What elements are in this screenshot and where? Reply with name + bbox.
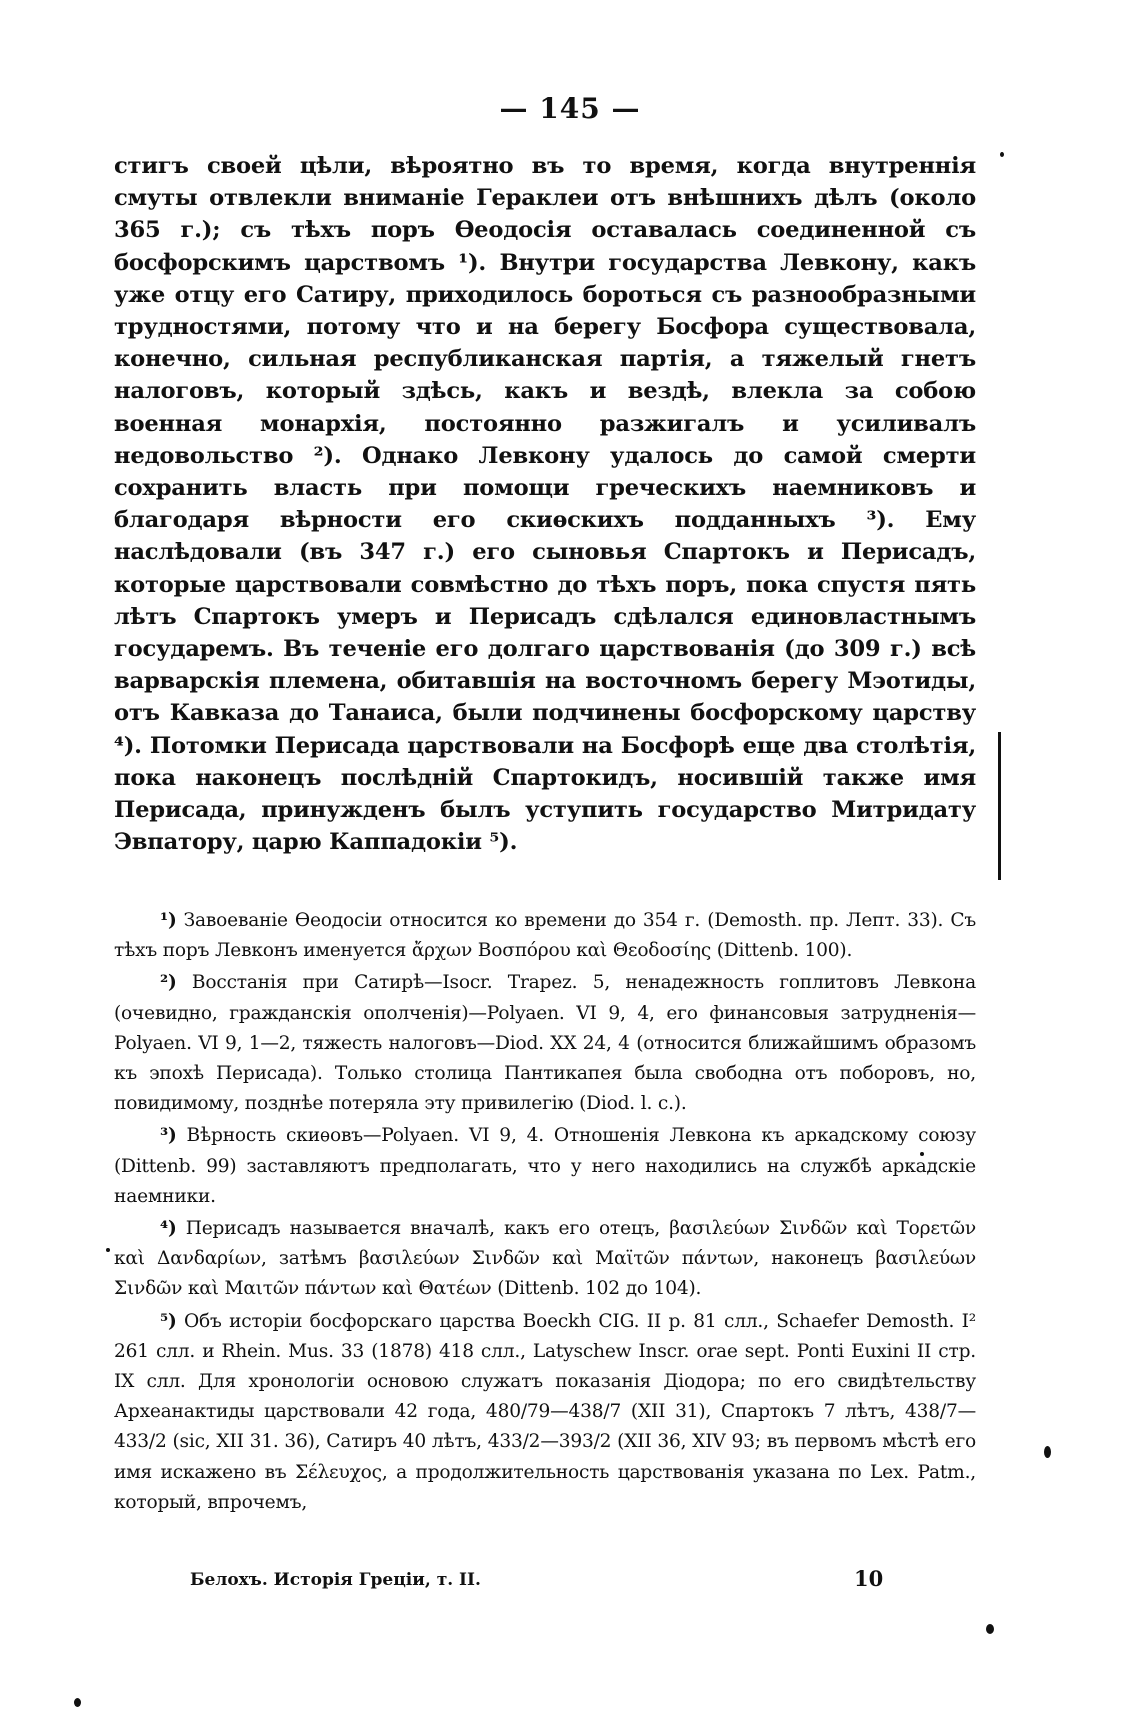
main-text-block (114, 150, 976, 858)
top-edge-artifact (180, 0, 960, 3)
footnote-text: Перисадъ называется вначалѣ, какъ его отецъ, βασιλεύων Σινδῶν καὶ Τορετῶν καὶ Δανδαρίων, затѣмъ βασιλεύων Σινδῶν καὶ Μαϊτῶν πάντων, наконецъ βασιλεύων Σινδῶν καὶ Μαιτῶν πάντων καὶ Θατέων (Dittenb. 102 до 104). (114, 1218, 976, 1300)
footnote-text: Завоеваніе Ѳеодосіи относится ко времени до 354 г. (Demosth. пр. Лепт. 33). Съ тѣхъ поръ Левконъ именуется ἄρχων Βοσπόρου καὶ Θεοδοσίης (Dittenb. 100). (114, 910, 976, 962)
page-number: — 145 — (499, 92, 641, 125)
footnote-text: Вѣрность скиѳовъ—Polyaen. VI 9, 4. Отношенія Левкона къ аркадскому союзу (Dittenb. 99) заставляютъ предполагать, что у него находились на службѣ аркадскіе наемники. (114, 1125, 976, 1207)
footnote-4 (114, 1214, 976, 1305)
ink-speck (106, 1248, 110, 1252)
ink-speck (920, 1152, 924, 1156)
footnotes-section (114, 906, 976, 1520)
margin-bar-mark (998, 732, 1001, 880)
footnote-mark: ²) (160, 972, 177, 994)
footnote-mark: ¹) (160, 910, 177, 931)
ink-speck (1000, 152, 1004, 157)
footnote-text: Объ исторіи босфорскаго царства Boeckh CIG. II p. 81 слл., Schaefer Demosth. I² 261 слл. и Rhein. Mus. 33 (1878) 418 слл., Latyschew Inscr. orae sept. Ponti Euxini II стр. IX слл. Для хронологіи основою служатъ показанія Діодора; по его свидѣтельству Археанактиды царствовали 42 года, 480/79—438/7 (XII 31), Спартокъ 7 лѣтъ, 438/7—433/2 (sic, XII 31. 36), Сатиръ 40 лѣтъ, 433/2—393/2 (XII 36, XIV 93; въ первомъ мѣстѣ его имя искажено въ Σέλευχος, а продолжительность царствованія указана по Lex. Patm., который, впрочемъ, (114, 1310, 976, 1513)
ink-speck (74, 1698, 81, 1707)
main-paragraph: стигъ своей цѣли, вѣроятно въ то время, когда внутреннія смуты отвлекли вниманіе Гераклеи отъ внѣшнихъ дѣлъ (около 365 г.); съ тѣхъ поръ Ѳеодосія оставалась соединенной съ босфорскимъ царствомъ ¹). Внутри государства Левкону, какъ уже отцу его Сатиру, приходилось бороться съ разнообразными трудностями, потому что и на берегу Босфора существовала, конечно, сильная республиканская партія, а тяжелый гнетъ налоговъ, который здѣсь, какъ и вездѣ, влекла за собою военная монархія, постоянно разжигалъ и усиливалъ недовольство ²). Однако Левкону удалось до самой смерти сохранить власть при помощи греческихъ наемниковъ и благодаря вѣрности его скиѳскихъ подданныхъ ³). Ему наслѣдовали (въ 347 г.) его сыновья Спартокъ и Перисадъ, которые царствовали совмѣстно до тѣхъ поръ, пока спустя пять лѣтъ Спартокъ умеръ и Перисадъ сдѣлался единовластнымъ государемъ. Въ теченіе его долгаго царствованія (до 309 г.) всѣ варварскія племена, обитавшія на восточномъ берегу Мэотиды, отъ Кавказа до Танаиса, были подчинены босфорскому царству ⁴). Потомки Перисада царствовали на Босфорѣ еще два столѣтія, пока наконецъ послѣдній Спартокидъ, носившій также имя Перисада, принужденъ былъ уступить государство Митридату Эвпатору, царю Каппадокіи ⁵). (114, 153, 976, 856)
footnote-mark: ³) (160, 1125, 177, 1147)
footer-signature: Белохъ. Исторія Греціи, т. II. (190, 1570, 481, 1590)
ink-speck (986, 1624, 994, 1634)
footnote-mark: ⁴) (160, 1218, 177, 1240)
footnote-3 (114, 1121, 976, 1212)
footnote-mark: ⁵) (160, 1310, 177, 1332)
footnote-5 (114, 1307, 976, 1518)
footer-sheet-number: 10 (854, 1566, 884, 1591)
footnote-2 (114, 968, 976, 1119)
footnote-1 (114, 906, 976, 966)
footnote-text: Восстанія при Сатирѣ—Isocr. Trapez. 5, ненадежность гоплитовъ Левкона (очевидно, гражданскія ополченія)—Polyaen. VI 9, 4, его финансовыя затрудненія—Polyaen. VI 9, 1—2, тяжесть налоговъ—Diod. XX 24, 4 (относится ближайшимъ образомъ къ эпохѣ Перисада). Только столица Пантикапея была свободна отъ поборовъ, но, повидимому, позднѣе потеряла эту привилегію (Diod. l. c.). (114, 972, 976, 1115)
ink-speck (1044, 1446, 1051, 1458)
